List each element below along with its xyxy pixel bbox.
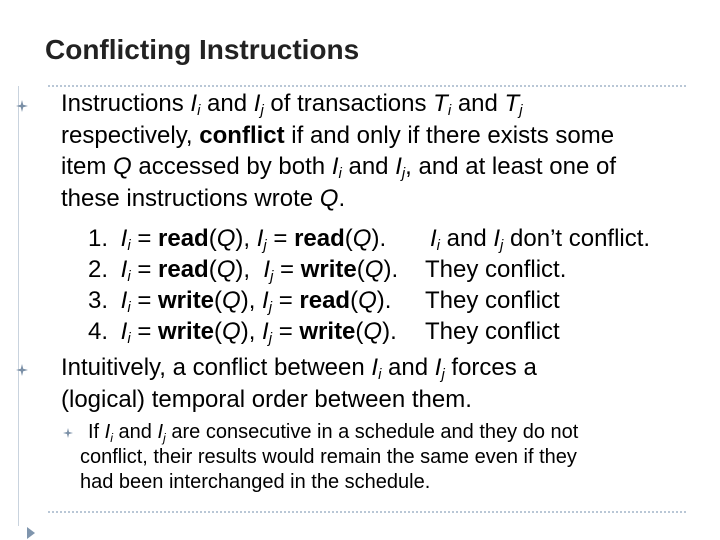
para2-line2: (logical) temporal order between them. — [61, 385, 472, 413]
list-item: 4. $I_i$ = write(Q), $I_j$ = write(Q). They conflict — [88, 318, 560, 347]
sub-line2: conflict, their results would remain the same even if they — [80, 446, 577, 468]
bullet-icon — [16, 100, 28, 112]
para2-line1: Intuitively, a conflict between $I_i$ and $I_j$ forces a — [61, 354, 537, 383]
list-item: 2. $I_i$ = read(Q), $I_j$ = write(Q). They conflict. — [88, 256, 567, 285]
para1-line3: item Q accessed by both $I_i$ and $I_j$, and at least one of — [61, 153, 616, 182]
play-triangle-icon — [27, 527, 35, 539]
list-item: 1. $I_i$ = read(Q), $I_j$ = read(Q). $I_i$ and $I_j$ don’t conflict. — [88, 225, 651, 254]
para1-line2: respectively, conflict if and only if there exists some — [61, 121, 615, 149]
sub-line3: had been interchanged in the schedule. — [80, 471, 431, 493]
title-divider — [48, 85, 686, 87]
sub-paragraph — [80, 420, 670, 495]
para1-line1: Instructions $I_i$ and $I_j$ of transactions $T_i$ and $T_j$ — [61, 90, 523, 119]
sub-bullet-icon — [63, 428, 73, 438]
bullet-icon — [16, 364, 28, 376]
footer-divider — [48, 511, 686, 513]
list-item: 3. $I_i$ = write(Q), $I_j$ = read(Q). They conflict — [88, 287, 560, 316]
para1-line4: these instructions wrote Q. — [61, 184, 346, 212]
paragraph-intuition — [61, 352, 676, 415]
paragraph-definition — [61, 88, 676, 214]
sub-line1: If $I_i$ and $I_j$ are consecutive in a schedule and they do not — [88, 421, 579, 445]
left-border-line — [18, 86, 19, 526]
slide-title: Conflicting Instructions — [45, 34, 360, 65]
